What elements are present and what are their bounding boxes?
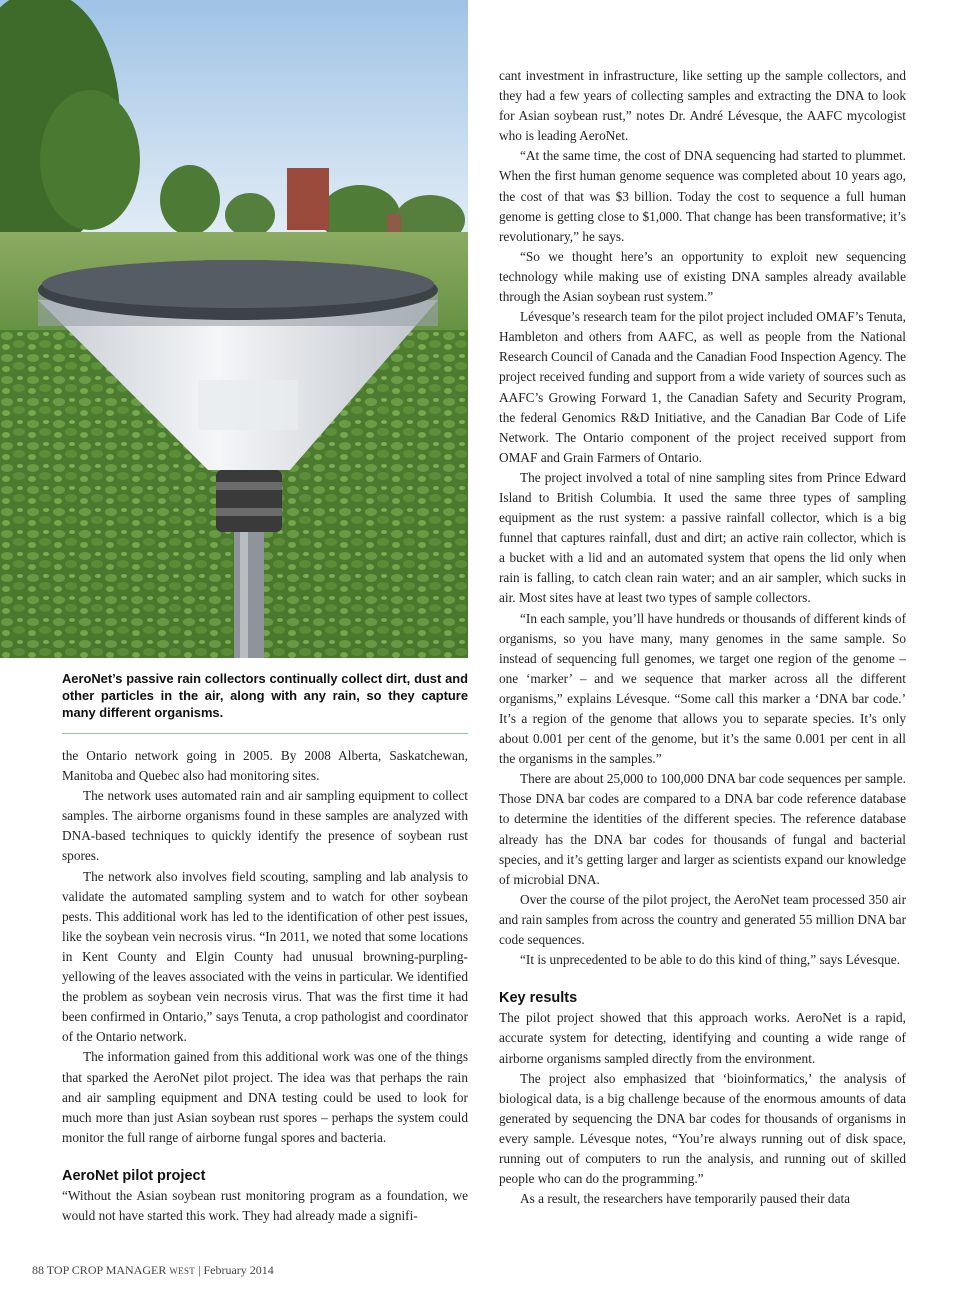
paragraph: “It is unprecedented to be able to do this kind of thing,” says Lévesque. — [520, 952, 900, 968]
paragraph: The information gained from this additional work was one of the things that sparked the AeroNet pilot project. The idea was that perhaps the rain and air sampling equipment and DNA testing could be used to look for much more than just Asian soybean rust spores – perhaps the system could monitor the full range of airborne fungal spores and bacteria. — [62, 1049, 468, 1145]
paragraph: “At the same time, the cost of DNA sequencing had started to plummet. When the first human genome sequence was completed about 10 years ago, the cost of that was $3 billion. Today the cost to sequence a full human genome is getting close to $1,000. That change has been transformative; it’s revolutionary,” he says. — [499, 148, 906, 244]
paragraph: There are about 25,000 to 100,000 DNA bar code sequences per sample. Those DNA bar codes are compared to a DNA bar code reference database to determine the identities of the different species. The reference database already has the DNA bar codes for thousands of fungal and bacterial species, and it’s getting larger and larger as scientists expand our knowledge of microbial DNA. — [499, 771, 906, 887]
paragraph: The pilot project showed that this approach works. AeroNet is a rapid, accurate system for detecting, identifying and counting a wide range of airborne organisms sampled directly from the environment. — [499, 1010, 906, 1066]
paragraph: cant investment in infrastructure, like setting up the sample collectors, and they had a few years of collecting samples and extracting the DNA to look for Asian soybean rust,” notes Dr. André Lévesque, the AAFC mycologist who is leading AeroNet. — [499, 68, 906, 144]
magazine-edition: WEST — [169, 1266, 196, 1276]
page-number: 88 — [32, 1263, 44, 1277]
paragraph: “In each sample, you’ll have hundreds or thousands of different kinds of organisms, so you have many, many genomes in the same sample. So instead of sequencing full genomes, we target one region of the genome – one ‘marker’ – and we sequence that marker across all the different organisms,” explains Lévesque. “Some call this marker a ‘DNA bar code.’ It’s a region of the genome that allows you to separate species. It’s only about 0.001 per cent of the genome, but it’s the same 0.001 per cent in all the organisms in the samples.” — [499, 610, 906, 767]
issue-date: February 2014 — [203, 1263, 274, 1277]
right-column — [499, 66, 906, 1209]
paragraph: The network also involves field scouting, sampling and lab analysis to validate the automated sampling system and to watch for other soybean pests. This additional work has led to the identification of other pest issues, like the soybean vein necrosis virus. “In 2011, we noted that some locations in Kent County and Elgin County had unusual browning-purpling-yellowing of the leaves associated with the veins in particular. We identified the problem as soybean vein necrosis virus. That was the first time it had been confirmed in Ontario,” says Tenuta, a crop pathologist and coordinator of the Ontario network. — [62, 868, 468, 1045]
footer-separator: | — [198, 1263, 201, 1277]
paragraph: Over the course of the pilot project, the AeroNet team processed 350 air and rain samples from across the country and generated 55 million DNA bar code sequences. — [499, 891, 906, 948]
paragraph: “So we thought here’s an opportunity to exploit new sequencing technology while making use of existing DNA samples already available through the Asian soybean rust system.” — [499, 248, 906, 305]
page-footer — [32, 1263, 274, 1278]
section-heading: Key results — [499, 990, 578, 1007]
paragraph: The project involved a total of nine sampling sites from Prince Edward Island to British Columbia. It used the same three types of sampling equipment as the rust system: a passive rainfall collector, which is a big funnel that captures rainfall, dust and dirt; an active rain collector, which is a bucket with a lid and an automated system that opens the lid only when rain is falling, to catch clean rain water; and an air sampler, which sucks in air. Most sites have at least two types of sample collectors. — [499, 469, 906, 606]
paragraph: the Ontario network going in 2005. By 2008 Alberta, Saskatchewan, Manitoba and Quebec also had monitoring sites. — [62, 748, 468, 784]
paragraph: As a result, the researchers have temporarily paused their data — [520, 1191, 851, 1207]
paragraph: Lévesque’s research team for the pilot project included OMAF’s Tenuta, Hambleton and others from AAFC, as well as people from the National Research Council of Canada and the Canadian Food Inspection Agency. The project received funding and support from a wide variety of sources such as AAFC’s Growing Forward 1, the Canadian Safety and Security Program, the federal Genomics R&D Initiative, and the Canadian Bar Code of Life Network. The Ontario component of the project received support from OMAF and Grain Farmers of Ontario. — [499, 309, 906, 465]
magazine-name: TOP CROP MANAGER — [46, 1263, 167, 1277]
section-heading: AeroNet pilot project — [62, 1167, 206, 1184]
caption-divider — [62, 733, 468, 734]
paragraph: The project also emphasized that ‘bioinformatics,’ the analysis of biological data, is a big challenge because of the enormous amounts of data generated by sequencing the DNA bar codes for thousands of organisms in every sample. Lévesque notes, “You’re always running out of disk space, running out of computers to run the analysis, and running out of skilled people who can do the programming.” — [499, 1070, 906, 1187]
rain-collector-photo — [0, 0, 468, 658]
left-column — [62, 746, 468, 1226]
paragraph: The network uses automated rain and air sampling equipment to collect samples. The airborne organisms found in these samples are analyzed with DNA-based techniques to quickly identify the presence of soybean rust spores. — [62, 788, 468, 864]
paragraph: “Without the Asian soybean rust monitoring program as a foundation, we would not have started this work. They had already made a signifi- — [62, 1187, 468, 1224]
photo-caption: AeroNet’s passive rain collectors continually collect dirt, dust and other particles in the air, along with any rain, so they capture many different organisms. — [62, 671, 468, 720]
